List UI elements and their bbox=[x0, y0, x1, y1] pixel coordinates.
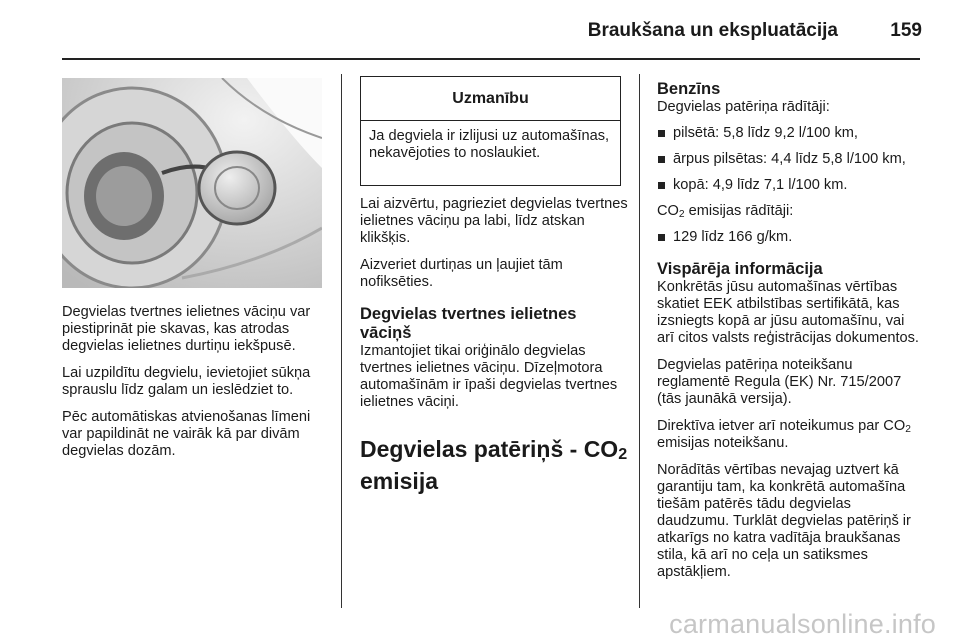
subscript: 2 bbox=[905, 424, 911, 435]
middle-column bbox=[360, 196, 628, 497]
subscript: 2 bbox=[618, 445, 628, 463]
paragraph: Degvielas patēriņa noteikšanu reglamentē Regula (EK) Nr. 715/2007 (tās jaunākā versija). bbox=[657, 357, 902, 407]
subscript: 2 bbox=[678, 209, 685, 220]
section-heading: Degvielas tvertnes ielietnes vāciņš bbox=[360, 305, 577, 342]
left-column bbox=[62, 304, 330, 470]
paragraph: Pēc automātiskas atvienošanas līmeni var papildināt ne vairāk kā par divām degvielas dozām. bbox=[62, 409, 311, 459]
paragraph: Konkrētās jūsu automašīnas vērtības skatiet EEK atbilstības sertifikātā, kas izsniegts kopā ar jūsu automašīnu, vai arī citos valsts reģistrācijas dokumentos. bbox=[657, 279, 919, 346]
co2-text: emisijas rādītāji: bbox=[684, 203, 794, 219]
column-divider bbox=[639, 74, 640, 608]
chapter-heading-text: emisija bbox=[360, 468, 438, 494]
column-divider bbox=[341, 74, 342, 608]
list-item: kopā: 4,9 līdz 7,1 l/100 km. bbox=[657, 177, 925, 194]
watermark: carmanualsonline.info bbox=[669, 609, 936, 639]
paragraph: Aizveriet durtiņas un ļaujiet tām nofiksēties. bbox=[360, 257, 563, 290]
paragraph: Lai aizvērtu, pagrieziet degvielas tvertnes ielietnes vāciņu pa labi, līdz atskan klikšķis. bbox=[360, 196, 628, 246]
chapter-heading bbox=[360, 433, 628, 497]
warning-text: Ja degviela ir izlijusi uz automašīnas, nekavējoties to noslaukiet. bbox=[369, 128, 610, 161]
header-rule bbox=[62, 58, 920, 60]
paragraph bbox=[657, 418, 925, 452]
running-header: Braukšana un ekspluatācija bbox=[587, 20, 838, 41]
right-column bbox=[657, 80, 925, 591]
paragraph: Norādītās vērtības nevajag uztvert kā garantiju tam, ka konkrētā automašīna tiešām patērēs tādu degvielas daudzumu. Turklāt degvielas patēriņš ir atkarīgs no katra vadītāja braukšanas stila, kā arī no ceļa un satiksmes apstākļiem. bbox=[657, 462, 911, 580]
co2-text: CO bbox=[657, 203, 679, 219]
paragraph: Degvielas patēriņa rādītāji: bbox=[657, 99, 830, 115]
fuel-filler-photo bbox=[62, 78, 322, 288]
paragraph: Lai uzpildītu degvielu, ievietojiet sūkņa sprauslu līdz galam un ieslēdziet to. bbox=[62, 365, 311, 398]
section-heading: Benzīns bbox=[657, 80, 721, 98]
text: Direktīva ietver arī noteikumus par CO bbox=[657, 418, 906, 434]
list-item: ārpus pilsētas: 4,4 līdz 5,8 l/100 km, bbox=[657, 151, 925, 168]
paragraph: Izmantojiet tikai oriģinālo degvielas tvertnes ielietnes vāciņu. Dīzeļmotora automašīnām ir īpaši degvielas tvertnes ielietnes vāciņi. bbox=[360, 343, 618, 410]
warning-box bbox=[360, 76, 621, 186]
list-item: 129 līdz 166 g/km. bbox=[657, 229, 925, 246]
text: emisijas noteikšanu. bbox=[657, 435, 789, 451]
page-number: 159 bbox=[890, 20, 922, 41]
paragraph bbox=[657, 203, 925, 220]
chapter-heading-text: Degvielas patēriņš - CO bbox=[360, 436, 619, 462]
section-heading: Vispārēja informācija bbox=[657, 260, 823, 278]
warning-title: Uzmanību bbox=[361, 77, 620, 121]
list-item: pilsētā: 5,8 līdz 9,2 l/100 km, bbox=[657, 125, 925, 142]
paragraph: Degvielas tvertnes ielietnes vāciņu var piestiprināt pie skavas, kas atrodas degvielas ielietnes durtiņu iekšpusē. bbox=[62, 304, 311, 354]
